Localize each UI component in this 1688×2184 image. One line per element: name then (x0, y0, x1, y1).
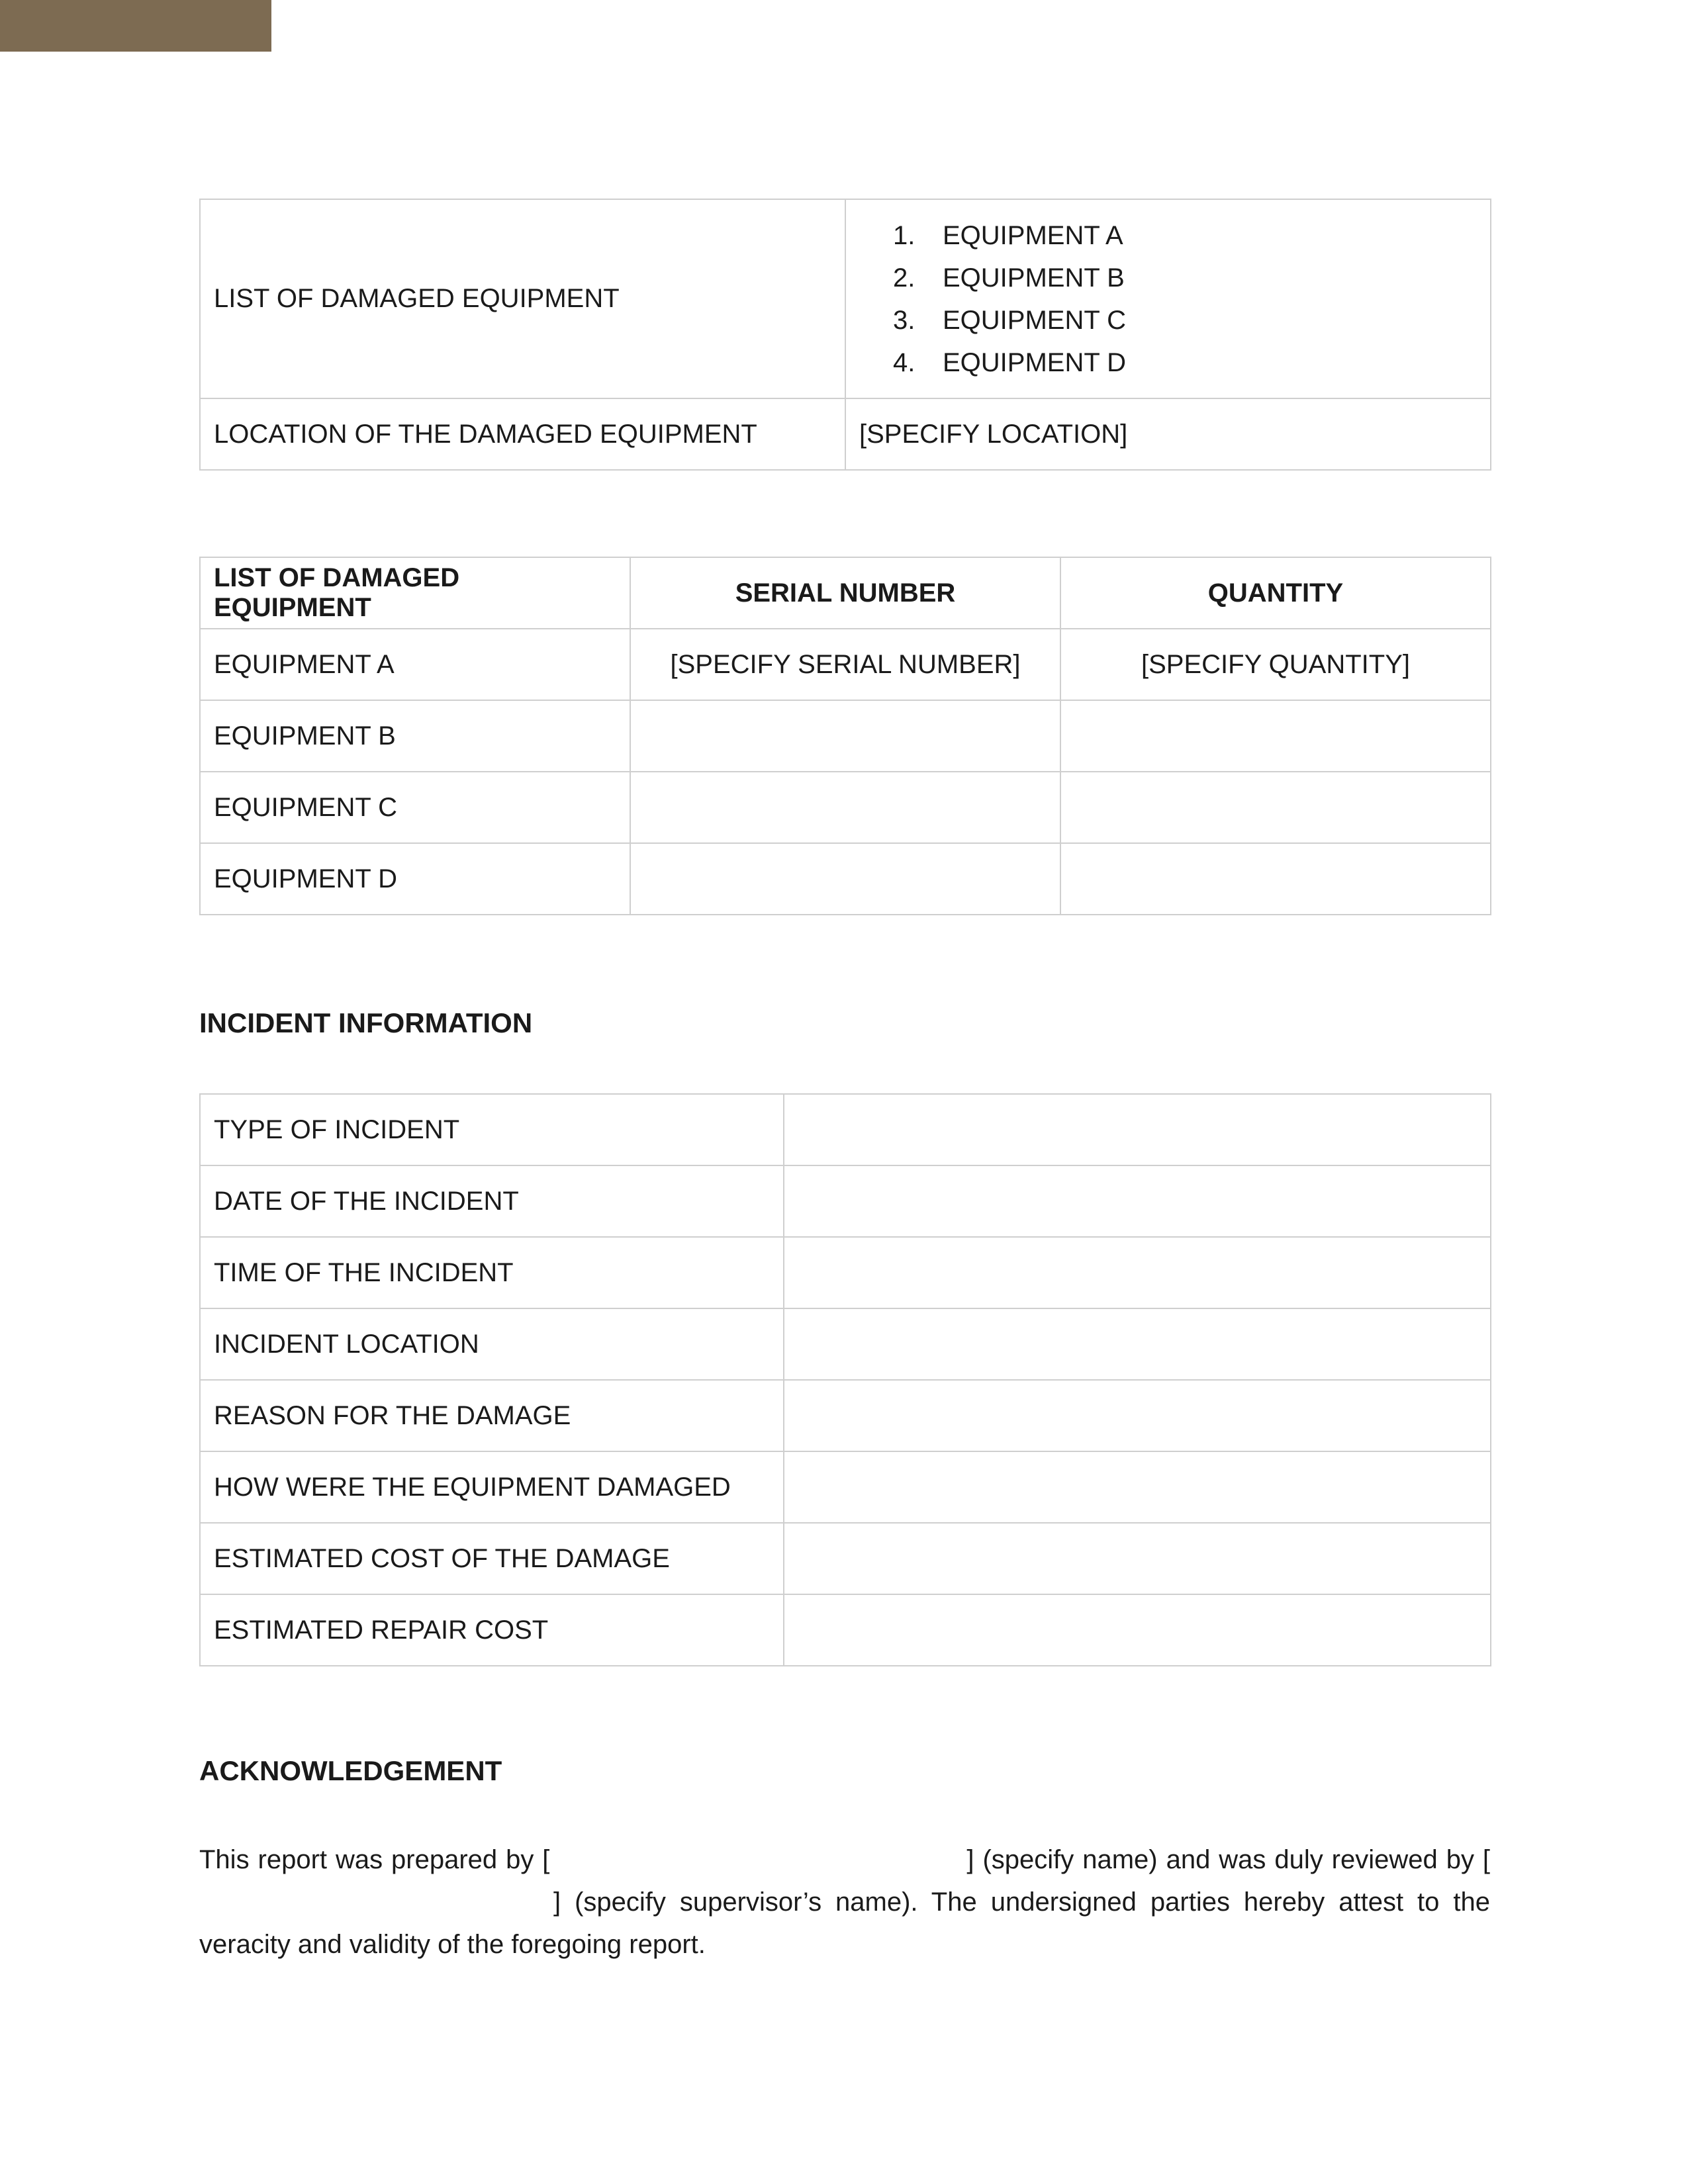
equipment-list-cell (845, 199, 1491, 398)
table-row (200, 1594, 1491, 1666)
ack-text-part3: ] (specify supervisor’s name). The undersigned parties hereby attest to the veracity and validity of the foregoing report. (199, 1888, 1490, 1959)
table-row (200, 1308, 1491, 1380)
serial-number-cell[interactable]: [SPECIFY SERIAL NUMBER] (630, 629, 1060, 700)
incident-field-label: TIME OF THE INCIDENT (200, 1237, 784, 1308)
list-item-number: 4. (893, 347, 915, 377)
table-row (200, 629, 1491, 700)
table-row (200, 1094, 1491, 1165)
incident-information-table (199, 1093, 1491, 1666)
equipment-summary-table (199, 199, 1491, 471)
serial-number-cell[interactable] (630, 700, 1060, 772)
table-header-row (200, 557, 1491, 629)
equipment-name-cell: EQUIPMENT A (200, 629, 630, 700)
list-item (859, 341, 1477, 384)
list-item (859, 257, 1477, 299)
incident-field-value[interactable] (784, 1094, 1491, 1165)
list-item-number: 1. (893, 220, 915, 250)
table-row (200, 1523, 1491, 1594)
acknowledgement-paragraph (199, 1839, 1490, 1966)
incident-field-value[interactable] (784, 1451, 1491, 1523)
quantity-cell[interactable] (1060, 772, 1491, 843)
column-header-quantity: QUANTITY (1060, 557, 1491, 629)
list-item-label: EQUIPMENT D (943, 347, 1127, 377)
equipment-list (859, 214, 1477, 384)
incident-field-value[interactable] (784, 1380, 1491, 1451)
quantity-cell[interactable] (1060, 700, 1491, 772)
incident-field-label: REASON FOR THE DAMAGE (200, 1380, 784, 1451)
table-row (200, 1451, 1491, 1523)
list-item-number: 3. (893, 305, 915, 335)
list-item-label: EQUIPMENT A (943, 220, 1123, 250)
incident-field-label: INCIDENT LOCATION (200, 1308, 784, 1380)
equipment-name-cell: EQUIPMENT C (200, 772, 630, 843)
incident-field-label: DATE OF THE INCIDENT (200, 1165, 784, 1237)
incident-information-heading: INCIDENT INFORMATION (199, 1007, 533, 1038)
table-row (200, 398, 1491, 470)
incident-field-value[interactable] (784, 1237, 1491, 1308)
incident-field-label: TYPE OF INCIDENT (200, 1094, 784, 1165)
incident-field-value[interactable] (784, 1308, 1491, 1380)
table-row (200, 700, 1491, 772)
serial-number-cell[interactable] (630, 843, 1060, 915)
damaged-equipment-label: LIST OF DAMAGED EQUIPMENT (200, 199, 845, 398)
table-row (200, 843, 1491, 915)
table-row (200, 199, 1491, 398)
incident-field-label: ESTIMATED COST OF THE DAMAGE (200, 1523, 784, 1594)
incident-field-label: HOW WERE THE EQUIPMENT DAMAGED (200, 1451, 784, 1523)
list-item (859, 299, 1477, 341)
list-item-label: EQUIPMENT C (943, 305, 1127, 335)
location-value[interactable]: [SPECIFY LOCATION] (845, 398, 1491, 470)
incident-field-label: ESTIMATED REPAIR COST (200, 1594, 784, 1666)
acknowledgement-heading: ACKNOWLEDGEMENT (199, 1755, 502, 1786)
list-item-label: EQUIPMENT B (943, 263, 1125, 293)
table-row (200, 1165, 1491, 1237)
incident-field-value[interactable] (784, 1594, 1491, 1666)
quantity-cell[interactable]: [SPECIFY QUANTITY] (1060, 629, 1491, 700)
location-label: LOCATION OF THE DAMAGED EQUIPMENT (200, 398, 845, 470)
equipment-name-cell: EQUIPMENT D (200, 843, 630, 915)
list-item-number: 2. (893, 263, 915, 293)
ack-text-part2: ] (specify name) and was duly reviewed by [ (966, 1845, 1491, 1874)
column-header-serial-number: SERIAL NUMBER (630, 557, 1060, 629)
incident-field-value[interactable] (784, 1523, 1491, 1594)
equipment-detail-table (199, 557, 1491, 915)
column-header-equipment: LIST OF DAMAGED EQUIPMENT (200, 557, 630, 629)
table-row (200, 1237, 1491, 1308)
list-item (859, 214, 1477, 257)
table-row (200, 772, 1491, 843)
header-accent-bar (0, 0, 271, 52)
incident-field-value[interactable] (784, 1165, 1491, 1237)
ack-text-part1: This report was prepared by [ (199, 1845, 550, 1874)
table-row (200, 1380, 1491, 1451)
quantity-cell[interactable] (1060, 843, 1491, 915)
serial-number-cell[interactable] (630, 772, 1060, 843)
equipment-name-cell: EQUIPMENT B (200, 700, 630, 772)
